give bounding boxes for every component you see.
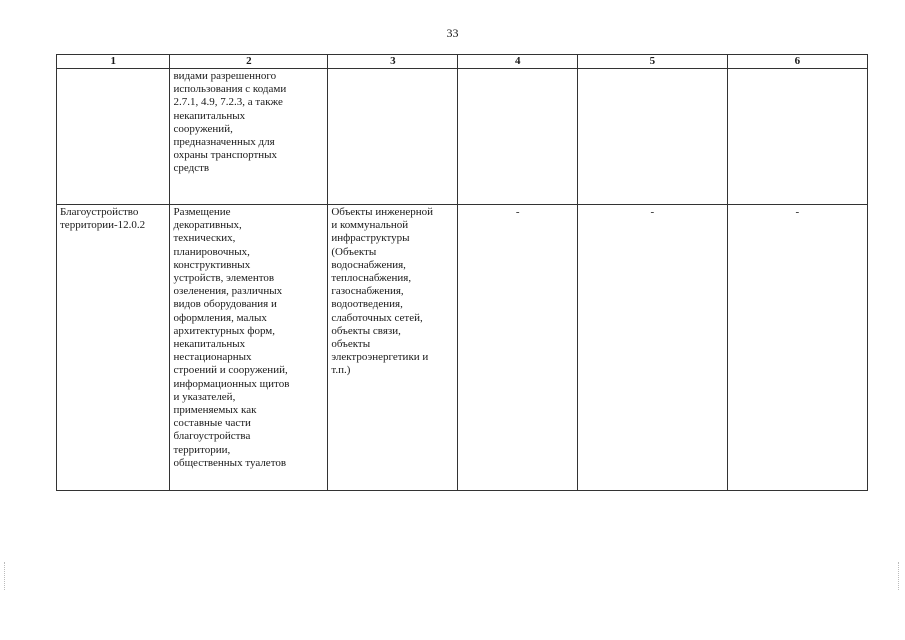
column-header-2: 2 [170, 55, 328, 69]
scan-edge-mark [4, 562, 6, 590]
cell-text: - [795, 206, 800, 218]
cell-text: Благоустройство территории-12.0.2 [60, 206, 146, 232]
table-cell [57, 69, 170, 205]
scan-edge-mark [898, 562, 900, 590]
table-cell [727, 205, 867, 491]
column-header-5: 5 [578, 55, 728, 69]
table-cell [578, 69, 728, 205]
cell-text: - [650, 206, 655, 218]
cell-text: Объекты инженерной и коммунальной инфраструктуры (Объекты водоснабжения, теплоснабжения, газоснабжения, водоотведения, слаботочных сетей, объекты связи, объекты электроэнергетики и т.п.) [331, 206, 433, 377]
table-cell [328, 69, 458, 205]
table-row [57, 69, 868, 205]
cell-text: видами разрешенного использования с кодами 2.7.1, 4.9, 7.2.3, а также некапитальных сооружений, предназначенных для охраны транспортных средств [173, 70, 287, 175]
table-cell [578, 205, 728, 491]
table-cell [458, 205, 578, 491]
column-header-3: 3 [328, 55, 458, 69]
column-header-1: 1 [57, 55, 170, 69]
table-cell [727, 69, 867, 205]
cell-text: - [515, 206, 520, 218]
table-row [57, 205, 868, 491]
header-row [57, 55, 868, 69]
cell-text: Размещение декоративных, технических, планировочных, конструктивных устройств, элементов озеленения, различных видов оборудования и оформления, малых архитектурных форм, некапитальных нестационарных строений и сооружений, информационных щитов и указателей, применяемых как составные части благоустройства территории, общественных туалетов [173, 206, 290, 469]
table-cell [458, 69, 578, 205]
column-header-6: 6 [727, 55, 867, 69]
table-cell [170, 205, 328, 491]
table-cell [57, 205, 170, 491]
page-number: 33 [446, 26, 459, 40]
table-cell [328, 205, 458, 491]
column-header-4: 4 [458, 55, 578, 69]
document-table [56, 54, 868, 491]
table-cell [170, 69, 328, 205]
